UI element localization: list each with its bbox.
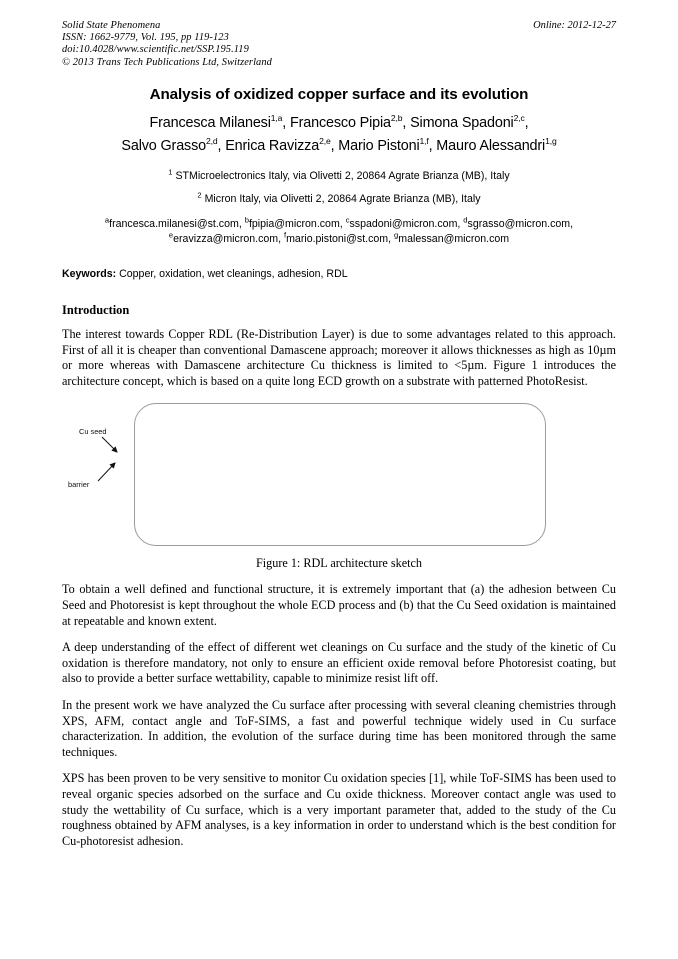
author-name: , Mario Pistoni [330,138,420,154]
email-address: francesca.milanesi@st.com, [109,218,242,230]
paragraph-2: To obtain a well defined and functional structure, it is extremely important that (a) the adhesion between Cu Seed and Photoresist is kept throughout the whole ECD process and (b) that the Cu Seed oxidation is maintained at repeatable and known extent. [62,582,616,628]
author-line-1 [62,112,616,135]
author-affiliation-marker: 1,f [419,136,429,147]
author-affiliation-marker: 1,g [545,136,557,147]
journal-name: Solid State Phenomena [62,20,161,31]
author-affiliation-marker: 2,c [513,113,525,124]
paper-title: Analysis of oxidized copper surface and its evolution [149,86,529,103]
affiliation-2 [62,192,616,206]
email-address: eravizza@micron.com, [173,232,282,245]
email-line-1 [62,217,616,232]
email-marker: a [104,215,110,225]
author-affiliation-marker: 2,e [319,136,331,147]
keywords-label: Keywords: [62,268,117,280]
affiliation-marker: 1 [168,167,173,177]
journal-doi: doi:10.4028/www.scientific.net/SSP.195.119 [62,44,249,56]
author-affiliation-marker: 1,a [270,113,283,124]
affiliation-marker: 2 [197,190,202,200]
email-address: fpipia@micron.com, [248,218,343,230]
author-affiliation-marker: 2,d [206,136,218,147]
email-line-2 [62,229,616,247]
affiliation-1 [62,169,616,183]
figure-caption: Figure 1: RDL architecture sketch [255,556,423,571]
barrier-leader-line [98,463,115,481]
email-marker: f [283,229,287,239]
email-address: malessan@micron.com [398,232,510,245]
paragraph-4: In the present work we have analyzed the Cu surface after processing with several cleaning chemistries through XPS, AFM, contact angle and ToF-SIMS, a fast and powerful technique widely used in Cu surface characterization. In addition, the evolution of the surface during time has been monitored through the same techniques. [62,697,616,759]
paragraph-5: XPS has been proven to be very sensitive to monitor Cu oxidation species [1], while ToF-SIMS has been used to reveal organic species adsorbed on the surface and Cu oxide thickness. Moreover contact angle was used to study the wettability of Cu surface, which is a very important parameter that, added to the study of the Cu roughness obtained by AFM analyses, is a key information in order to understand which is the best condition for Cu-photoresist adhesion. [62,771,616,848]
label-barrier: barrier [68,480,90,490]
author-affiliation-marker: 2,b [390,113,403,124]
author-emails [62,217,616,246]
author-list [62,112,616,158]
section-heading-introduction: Introduction [62,303,130,317]
figure-1 [62,403,616,551]
author-name: Salvo Grasso [121,138,206,154]
journal-header [62,20,616,78]
email-marker: c [345,215,350,225]
figure-frame [134,403,546,546]
author-name: , Mauro Alessandri [428,138,546,154]
journal-issn: ISSN: 1662-9779, Vol. 195, pp 119-123 [62,32,229,44]
keywords-value: Copper, oxidation, wet cleanings, adhesion, RDL [119,268,348,280]
email-address: sgrasso@micron.com, [467,218,574,230]
email-marker: g [394,229,399,239]
affiliation-text: STMicroelectronics Italy, via Olivetti 2, 20864 Agrate Brianza (MB), Italy [175,170,510,182]
author-separator: , [524,115,529,131]
email-marker: d [463,215,468,225]
email-marker: e [168,229,174,239]
author-line-2 [62,135,616,158]
author-name: Francesca Milanesi [149,115,271,131]
journal-copyright: © 2013 Trans Tech Publications Ltd, Switzerland [62,56,272,68]
journal-online-date: Online: 2012-12-27 [533,20,616,31]
paragraph-1: The interest towards Copper RDL (Re-Distribution Layer) is due to some advantages related to this approach. First of all it is cheaper than conventional Damascene approach; moreover it allows thicknesses as high as 10µm or more whereas with Damascene architecture Cu thickness is limited to <5µm. Figure 1 introduces the architecture concept, which is based on a quite long ECD growth on a substrate with patterned PhotoResist. [62,327,616,388]
email-marker: b [244,215,249,225]
author-name: , Enrica Ravizza [217,138,320,154]
author-name: , Francesco Pipia [282,115,391,131]
affiliation-text: Micron Italy, via Olivetti 2, 20864 Agrate Brianza (MB), Italy [204,193,481,205]
author-name: , Simona Spadoni [402,115,514,131]
page-content [62,20,616,849]
email-address: sspadoni@micron.com, [349,218,461,230]
keywords-line [62,268,616,280]
email-address: mario.pistoni@st.com, [286,232,392,245]
paragraph-3: A deep understanding of the effect of different wet cleanings on Cu surface and the study of the kinetic of Cu oxidation is therefore mandatory, not only to ensure an efficient oxide removal before Photoresist coating, but also to provide a better surface wettability, capable to minimize resist lift off. [62,640,616,686]
label-cu-seed: Cu seed [79,427,107,437]
cu-seed-leader-line [102,437,117,452]
